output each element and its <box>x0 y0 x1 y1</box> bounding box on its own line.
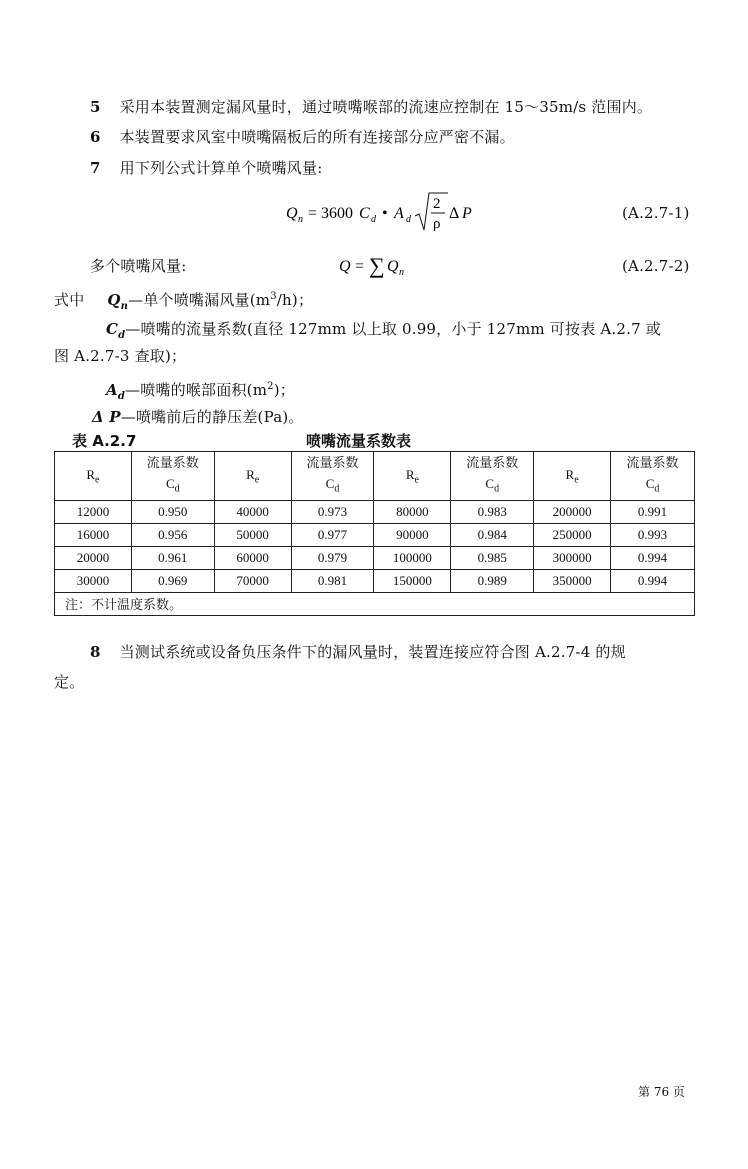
formula2-label: 多个喷嘴风量: <box>90 257 187 275</box>
item-text: 用下列公式计算单个喷嘴风量: <box>119 159 323 177</box>
item-number: 6 <box>90 128 101 146</box>
header-cd: 流量系数 $C_d$ <box>611 452 695 501</box>
table-cell: 0.973 <box>291 500 374 523</box>
table-cell: 350000 <box>534 569 611 592</box>
definition-cd-cont: 图 A.2.7-3 查取)； <box>54 347 187 365</box>
item-number: 5 <box>90 98 101 116</box>
definition-cd-text: —喷嘴的流量系数(直径 127mm 以上取 0.99，小于 127mm 可按表 A.2.7 或 <box>125 320 661 338</box>
svg-text:n: n <box>399 267 404 278</box>
definition-intro: 式中 <box>54 291 85 309</box>
page-number: 第 76 页 <box>638 1085 685 1099</box>
item-7 <box>90 157 322 179</box>
table-cell: 16000 <box>55 523 132 546</box>
item-8-cont: 定。 <box>54 673 85 691</box>
table-cell: 0.956 <box>131 523 214 546</box>
svg-text:d: d <box>371 214 376 225</box>
table-cell: 0.985 <box>451 546 534 569</box>
table-cell: 0.969 <box>131 569 214 592</box>
table-cell: 150000 <box>374 569 451 592</box>
table-cell: 200000 <box>534 500 611 523</box>
table-cell: 0.994 <box>611 546 695 569</box>
table-row <box>55 569 695 592</box>
table-cell: 0.993 <box>611 523 695 546</box>
table-cell: 0.994 <box>611 569 695 592</box>
table-cell: 100000 <box>374 546 451 569</box>
svg-text:P: P <box>462 205 472 222</box>
formula-graphic <box>286 190 496 234</box>
formula-single-nozzle <box>286 190 496 234</box>
formula-number-2: (A.2.7-2) <box>622 257 690 275</box>
symbol-dp: Δ P <box>92 408 121 426</box>
header-re: $R_e$ <box>374 452 451 501</box>
definition-qn-tail: /h)； <box>276 291 314 309</box>
table-cell: 0.989 <box>451 569 534 592</box>
formula-number-1: (A.2.7-1) <box>622 204 690 222</box>
item-number: 7 <box>90 159 101 177</box>
header-cd: 流量系数 $C_d$ <box>291 452 374 501</box>
svg-text:= 3600: = 3600 <box>308 205 354 222</box>
header-re: $R_e$ <box>534 452 611 501</box>
definition-dp-text: —喷嘴前后的静压差(Pa)。 <box>120 408 304 426</box>
definition-qn-text: —单个喷嘴漏风量(m <box>128 291 271 309</box>
table-row <box>55 500 695 523</box>
table-cell: 250000 <box>534 523 611 546</box>
symbol-cd: $C_d$ <box>106 320 126 341</box>
table-cell: 70000 <box>214 569 291 592</box>
svg-text:ρ: ρ <box>433 216 441 232</box>
header-re: $R_e$ <box>55 452 132 501</box>
table-row <box>55 546 695 569</box>
definition-ad-tail: )； <box>273 381 295 399</box>
svg-text:=: = <box>355 258 365 275</box>
header-cd: 流量系数 $C_d$ <box>131 452 214 501</box>
item-text: 当测试系统或设备负压条件下的漏风量时，装置连接应符合图 A.2.7-4 的规 <box>119 643 626 661</box>
svg-text:A: A <box>394 205 404 222</box>
svg-text:•: • <box>382 205 388 222</box>
table-title: 喷嘴流量系数表 <box>306 432 412 450</box>
table-number: 表 A.2.7 <box>72 432 137 450</box>
item-number: 8 <box>90 643 101 661</box>
table-header-row <box>55 452 695 501</box>
definition-qn: 式中 $Q_n—$单个喷嘴漏风量$(m^3/h)$； <box>54 291 314 312</box>
item-text: 采用本装置测定漏风量时，通过喷嘴喉部的流速应控制在 15～35m/s 范围内。 <box>119 98 653 116</box>
svg-text:Q: Q <box>387 258 399 275</box>
table-cell: 0.984 <box>451 523 534 546</box>
table-cell: 300000 <box>534 546 611 569</box>
header-re: $R_e$ <box>214 452 291 501</box>
svg-text:n: n <box>298 214 303 225</box>
table-note-row <box>55 592 695 615</box>
symbol-ad: $A_d$ <box>106 381 126 402</box>
svg-text:Q: Q <box>286 205 298 222</box>
table-cell: 30000 <box>55 569 132 592</box>
definition-ad-text: —喷嘴的喉部面积(m <box>125 381 268 399</box>
item-8 <box>90 641 626 663</box>
coefficient-table <box>54 451 695 616</box>
svg-text:∑: ∑ <box>369 253 385 278</box>
header-cd: 流量系数 $C_d$ <box>451 452 534 501</box>
definition-cd <box>106 318 661 347</box>
svg-text:C: C <box>359 205 370 222</box>
table-note: 注：不计温度系数。 <box>55 592 695 615</box>
symbol-qn: $Q_n$ <box>107 291 129 312</box>
table-cell: 0.961 <box>131 546 214 569</box>
definition-ad: $A_d—$喷嘴的喉部面积$(m^2)$； <box>106 381 295 402</box>
item-text: 本装置要求风室中喷嘴隔板后的所有连接部分应严密不漏。 <box>119 128 515 146</box>
table-cell: 60000 <box>214 546 291 569</box>
table-cell: 12000 <box>55 500 132 523</box>
table-cell: 0.983 <box>451 500 534 523</box>
svg-text:Δ: Δ <box>449 205 460 222</box>
item-6 <box>90 126 515 148</box>
table-cell: 0.981 <box>291 569 374 592</box>
svg-text:d: d <box>406 214 411 225</box>
item-5 <box>90 96 652 118</box>
table-cell: 0.979 <box>291 546 374 569</box>
svg-text:2: 2 <box>433 196 441 212</box>
table-cell: 20000 <box>55 546 132 569</box>
formula2-graphic <box>339 251 419 279</box>
svg-text:Q: Q <box>339 258 351 275</box>
table-cell: 0.977 <box>291 523 374 546</box>
table-cell: 0.991 <box>611 500 695 523</box>
table-cell: 80000 <box>374 500 451 523</box>
table-cell: 90000 <box>374 523 451 546</box>
formula-multi-nozzle <box>339 251 419 279</box>
table-cell: 50000 <box>214 523 291 546</box>
table-cell: 40000 <box>214 500 291 523</box>
table-cell: 0.950 <box>131 500 214 523</box>
table-row <box>55 523 695 546</box>
definition-dp <box>92 406 304 428</box>
